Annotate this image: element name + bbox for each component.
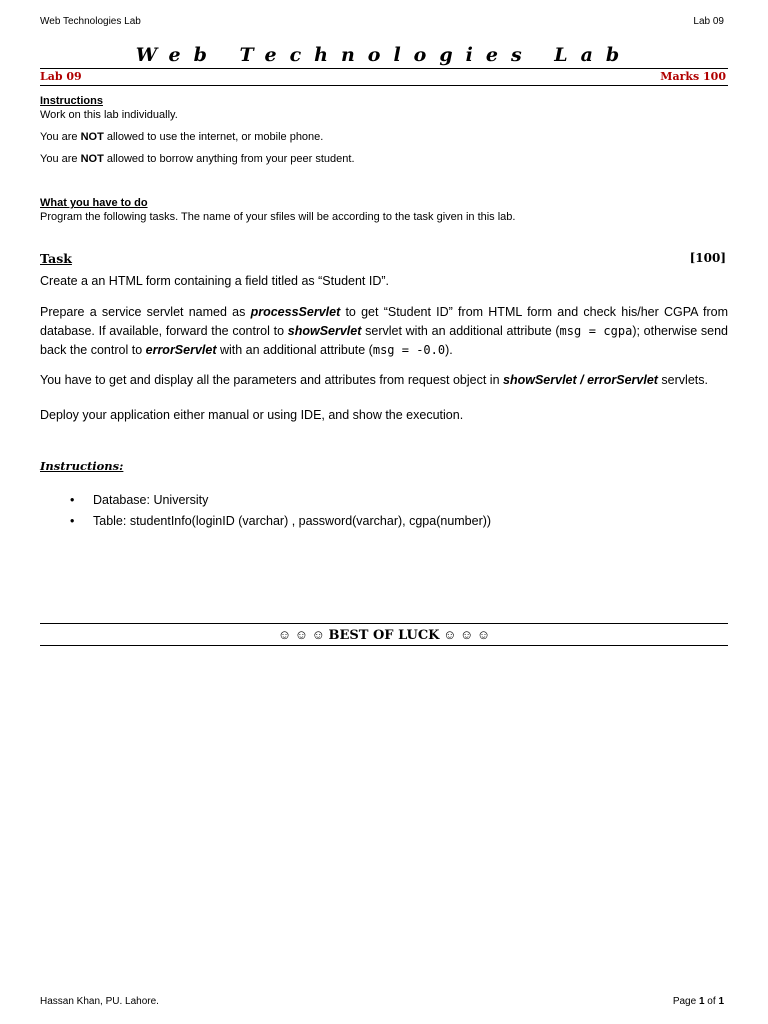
task-marks: [100] [689, 251, 726, 265]
smiley-icon: ☺ ☺ ☺ [277, 627, 325, 642]
footer-page-number: Page 1 of 1 [672, 996, 724, 1007]
list-item: • Table: studentInfo(loginID (varchar) , password(varchar), cgpa(number)) [40, 511, 728, 532]
running-header-right: Lab 09 [693, 16, 724, 27]
task-heading: Task [40, 251, 72, 266]
title-top-rule [40, 68, 728, 69]
footer-author: Hassan Khan, PU. Lahore. [40, 996, 159, 1007]
instructions-section [40, 94, 728, 166]
document-title: Web Technologies Lab [135, 44, 633, 66]
todo-heading: What you have to do [40, 197, 148, 209]
todo-line: Program the following tasks. The name of your sfiles will be according to the task given in this lab. [40, 211, 516, 223]
instructions-heading: Instructions [40, 95, 103, 107]
marks-total: Marks 100 [660, 70, 726, 83]
instruction-line: Work on this lab individually. [40, 109, 178, 121]
smiley-icon: ☺ ☺ ☺ [443, 627, 491, 642]
best-of-luck-banner [40, 627, 728, 643]
best-of-luck-text: BEST OF LUCK [328, 628, 440, 643]
instructions2-heading: Instructions: [40, 459, 124, 473]
task-paragraph-3: You have to get and display all the parameters and attributes from request object in showServlet / errorServlet servlets. [40, 373, 708, 387]
task-paragraph-1: Create a an HTML form containing a field titled as “Student ID”. [40, 274, 390, 288]
lab-number: Lab 09 [40, 70, 82, 83]
luck-top-rule [40, 623, 728, 624]
task-paragraph-2: Prepare a service servlet named as processServlet to get “Student ID” from HTML form and check his/her CGPA from database. If available, forward the control to showServlet servlet with an additional attribute (msg = cgpa); otherwise send back the control to errorServlet with an additional attribute (msg = -0.0). [40, 305, 729, 357]
list-item: • Database: University [40, 490, 728, 511]
instruction-line: You are NOT allowed to borrow anything from your peer student. [40, 153, 355, 165]
todo-section [40, 196, 728, 224]
instruction-line: You are NOT allowed to use the internet, or mobile phone. [40, 131, 324, 143]
instructions2-list [40, 490, 728, 532]
task-paragraph-4: Deploy your application either manual or using IDE, and show the execution. [40, 408, 464, 422]
luck-bottom-rule [40, 645, 728, 646]
bullet-icon: • [70, 514, 75, 528]
running-header-left: Web Technologies Lab [40, 16, 141, 27]
title-bottom-rule [40, 85, 728, 86]
bullet-icon: • [70, 493, 75, 507]
